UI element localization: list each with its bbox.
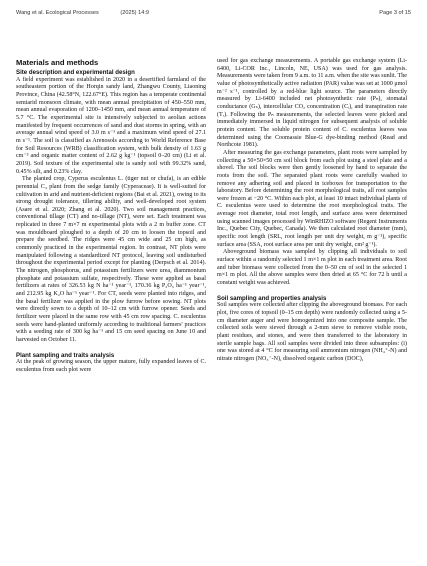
subsection-title-plant: Plant sampling and traits analysis [16,351,115,359]
year-volume: (2025) 14:9 [120,10,149,16]
paragraph: A field experiment was established in 2020 in a desertified farmland of the southeastern portion of the Horqin sandy land, Zhangwu County, Liaoning Province, China (42.58°N, 122.67°E). This region has a temperate continental semiarid monsoon climate, with mean annual precipitation of 450–550 mm, mean annual evaporation of 1200–1450 mm, and mean annual temperature of 5.7 °C. The experimental site is intensively subjected to aeolian actions manifested by frequent occurrences of sand and dust storms in spring, with an average annual wind speed of 3.0 m s⁻¹ and a maximum wind speed of 27.1 m s⁻¹. The soil is classified as Arenosols according to World Reference Base for Soil Resources (WRB) classification system, with bulk density of 1.63 g cm⁻³ and organic matter content of 2.62 g kg⁻¹ (topsoil 0–20 cm) (Li et al. 2019). Soil texture of the experimental site is sandy soil with 99.32% sand, 0.45% silt, and 0.23% clay. [16,76,206,175]
page-number: Page 3 of 15 [379,10,411,16]
paragraph: used for gas exchange measurements. A portable gas exchange system (Li-6400, Li-COR Inc., Lincoln, NE, USA) was used for gas analysis. Measurements were taken from 9 a.m. to 11 a.m. when the site was sunlit. The value of photosynthetically active radiation (PAR) value was set at 1000 μmol m⁻² s⁻¹, controlled by a red-blue light source. The parameters directly measured by Li-6400 included net photosynthetic rate (Pₙ), stomatal conductance (Gₛ), intercellular CO₂ concentration (Cᵢ), and transpiration rate (Tᵣ). Following the Pₙ measurements, the selected leaves were picked and immediately immersed in liquid nitrogen for subsequent analysis of soluble protein content. The soluble protein content of C. esculentus leaves was determined using the Coomassie Blue-G dye-binding method (Read and Northcote 1981). [217,58,407,149]
left-column [16,58,206,375]
header-left [16,10,169,16]
paragraph: At the peak of growing season, the upper mature, fully expanded leaves of C. esculentus from each plot were [16,359,206,373]
paragraph: Aboveground biomass was sampled by clipping all individuals to soil surface within a randomly selected 1 m×1 m plot in each treatment area. Root and tuber biomass were collected from the 0–50 cm of soil in the selected 1 m×1 m plot. All the above samples were then dried at 65 °C for 72 h until a constant weight was achieved. [217,249,407,287]
section-title: Materials and methods [16,58,99,67]
subsection-title-soil: Soil sampling and properties analysis [217,294,327,302]
paragraph: Soil samples were collected after clipping the aboveground biomass. For each plot, five cores of topsoil (0–15 cm depth) were randomly collected using a 5-cm diameter auger and were homogenized into one composite sample. The collected soils were sieved through a 2-mm sieve to remove visible roots, plant residues, and stones, and were then transferred to the laboratory in sterile sample bags. All soil samples were divided into three subsamples: (i) one was stored at 4 °C for measuring soil ammonium nitrogen (NH₄⁺-N) and nitrate nitrogen (NO₃⁻-N), dissolved organic carbon (DOC), [217,302,407,362]
running-header [16,10,411,20]
paragraph: After measuring the gas exchange parameters, plant roots were sampled by collecting a 50×50×50 cm soil block from each plot using a steel plate and a shovel. The soil blocks were then gently loosened by hand to separate the roots from the soil. The separated plant roots were carefully washed to remove any adhering soil and placed in iceboxes for transportation to the laboratory. Before determining the root morphological traits, all root samples were frozen at −20 °C. Within each plot, at least 10 intact individual plants of C. esculentus were used to determine the root morphological traits. The average root diameter, total root length, and surface area were determined using scanned images processed by WinRHIZO software (Regent Instruments Inc., Quebec City, Quebec, Canada). We then calculated root diameter (mm), specific root length (SRL, root length per unit dry weight, m g⁻¹), specific surface area (SSA, root surface area per unit dry weight, cm² g⁻¹). [217,149,407,248]
journal-name: Wang et al. Ecological Processes [16,10,99,16]
right-column [217,58,407,364]
subsection-title-site: Site description and experimental design [16,69,135,76]
paragraph: The planted crop, Cyperus esculentus L. (tiger nut or chufa), is an edible perennial C₄ plant from the sedge family (Cyperaceae). It is well-suited for cultivation in arid and nutrient-deficient regions (Bai et al. 2021), owing to its strong drought tolerance, tillering ability, and well-developed root system (Asare et al. 2020; Zhang et al. 2020). Two soil management practices, conventional tillage (CT) and no-tillage (NT), were set. Each treatment was replicated in three 7 m×7 m experimental plots with a 2 m buffer zone. CT was mouldboard ploughed to a depth of 20 cm to loosen the topsoil and prepare the seedbed. The ridges were 45 cm wide and 25 cm high, as commonly practiced in the experimental region. In contrast, NT plots were manipulated following a standardized NT protocol, leaving soil undisturbed throughout the experimental period except for planting (Derpsch et al. 2014). The nitrogen, phosphorus, and potassium fertilizers were urea, diammonium phosphate and potassium sulfate, respectively. These were applied as basal fertilizers at rates of 326.53 kg N ha⁻¹ year⁻¹, 170.36 kg P₂O₅ ha⁻¹ year⁻¹, and 212.95 kg K₂O ha⁻¹ year⁻¹. For CT, seeds were planted into ridges, and the basal fertilizer was applied in the plow furrow before sowing. NT plots were directly sown to a depth of 10–12 cm with furrow opener. Seeds and fertilizer were placed in the same row with 45 cm row spacing. C. esculentus seeds were hand-planted uniformly according to traditional farmers' practices with a seeding rate of 300 kg ha⁻¹ and 15 cm seed spacing on June 10 and harvested on October 11. [16,176,206,343]
